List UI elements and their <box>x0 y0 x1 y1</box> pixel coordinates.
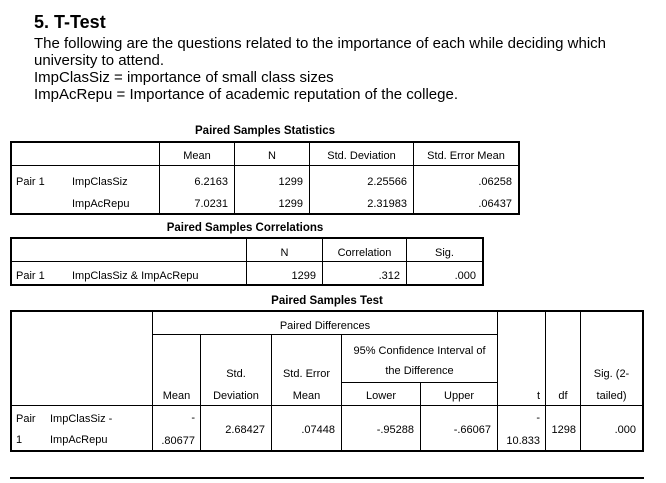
test-header-upper: Upper <box>444 390 474 402</box>
test-header-mean: Mean <box>162 390 191 402</box>
test-header-paired-differences: Paired Differences <box>279 320 371 332</box>
table-cell: 1299 <box>278 176 303 188</box>
intro-line-2: university to attend. <box>34 52 165 69</box>
table-cell: ImpClasSiz & ImpAcRepu <box>72 270 199 282</box>
table-cell: 10.833 <box>506 435 540 447</box>
table-cell: ImpAcRepu <box>72 198 130 210</box>
test-header-sig-2: tailed) <box>596 390 627 402</box>
corr-table-caption: Paired Samples Correlations <box>166 222 324 234</box>
table-cell: .07448 <box>301 424 335 436</box>
table-cell: 1298 <box>551 424 576 436</box>
table-cell: 2.25566 <box>367 176 407 188</box>
test-pair-label-1: Pair <box>16 413 36 425</box>
table-cell: ImpClasSiz - <box>50 413 113 425</box>
table-cell: 1299 <box>278 198 303 210</box>
table-cell: .06437 <box>478 198 512 210</box>
table-cell: ImpClasSiz <box>72 176 128 188</box>
table-cell: 6.2163 <box>194 176 228 188</box>
table-cell: 7.0231 <box>194 198 228 210</box>
table-cell: -.95288 <box>376 424 414 436</box>
stats-header-n: N <box>268 150 276 162</box>
table-cell: .80677 <box>161 435 195 447</box>
section-title: 5. T-Test <box>34 12 106 32</box>
test-header-se-2: Mean <box>292 390 321 402</box>
table-cell: - <box>191 412 195 424</box>
corr-header-sig: Sig. <box>435 247 454 259</box>
table-cell: .06258 <box>478 176 512 188</box>
test-header-t: t <box>536 390 540 402</box>
corr-pair-label: Pair 1 <box>16 270 45 282</box>
test-pair-label-2: 1 <box>16 434 23 446</box>
definition-imp-clas-siz: ImpClasSiz = importance of small class sizes <box>34 69 334 86</box>
table-cell: 2.68427 <box>225 424 265 436</box>
table-cell: .312 <box>378 270 400 282</box>
table-cell: 1299 <box>291 270 316 282</box>
test-header-ci-line-1: 95% Confidence Interval of <box>353 345 486 357</box>
table-cell: -.66067 <box>453 424 491 436</box>
test-header-sig-1: Sig. (2- <box>593 368 630 380</box>
test-header-se-1: Std. Error <box>282 368 331 380</box>
test-header-df: df <box>558 390 568 402</box>
test-header-lower: Lower <box>366 390 396 402</box>
definition-imp-ac-repu: ImpAcRepu = Importance of academic reputation of the college. <box>34 86 458 103</box>
stats-header-mean: Mean <box>183 150 211 162</box>
test-header-ci-line-2: the Difference <box>385 365 454 377</box>
table-cell: ImpAcRepu <box>50 434 108 446</box>
stats-table-caption: Paired Samples Statistics <box>195 125 335 137</box>
intro-line-1: The following are the questions related to the importance of each while deciding which <box>34 35 607 52</box>
table-cell: - <box>536 412 540 424</box>
bottom-divider <box>10 477 644 479</box>
test-header-sd-2: Deviation <box>213 390 259 402</box>
test-table-caption: Paired Samples Test <box>271 295 383 307</box>
table-cell: 2.31983 <box>367 198 407 210</box>
table-cell: .000 <box>454 270 476 282</box>
corr-header-correlation: Correlation <box>337 247 392 259</box>
test-header-sd-1: Std. <box>226 368 246 380</box>
stats-pair-label: Pair 1 <box>16 176 45 188</box>
corr-header-n: N <box>280 247 289 259</box>
stats-header-std-deviation: Std. Deviation <box>327 150 396 162</box>
table-cell: .000 <box>614 424 636 436</box>
stats-header-std-error-mean: Std. Error Mean <box>427 150 505 162</box>
